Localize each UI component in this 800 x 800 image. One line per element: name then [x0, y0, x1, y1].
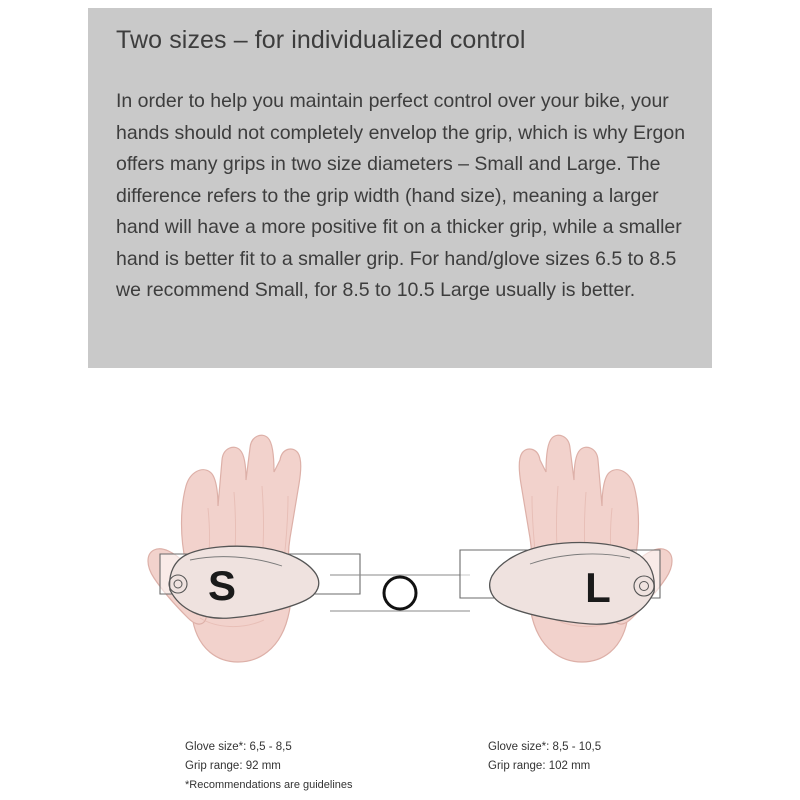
hand-large-group: [400, 368, 690, 708]
caption-small: [185, 738, 292, 776]
caption-footnote: *Recommendations are guidelines: [185, 779, 353, 791]
large-size-label: L: [585, 564, 611, 611]
caption-large: [488, 738, 601, 776]
page-title: Two sizes – for individualized control: [116, 26, 526, 54]
small-size-label: S: [207, 562, 237, 609]
right-hand-illustration: [400, 368, 690, 708]
glove-size-small: Glove size*: 6,5 - 8,5: [185, 741, 292, 753]
left-hand-illustration: [130, 368, 420, 708]
grip-range-small: Grip range: 92 mm: [185, 760, 281, 772]
info-paragraph: In order to help you maintain perfect control over your bike, your hands should not completely envelop the grip, which is why Ergon offers many grips in two size diameters – Small and Large. The difference refers to the grip width (hand size), meaning a larger hand will have a more positive fit on a thicker grip, while a smaller hand is better fit to a smaller grip. For hand/glove sizes 6.5 to 8.5 we recommend Small, for 8.5 to 10.5 Large usually is better.: [116, 90, 686, 301]
glove-size-large: Glove size*: 8,5 - 10,5: [488, 741, 602, 753]
hand-small-group: [130, 368, 420, 708]
grip-range-large: Grip range: 102 mm: [488, 760, 591, 772]
hands-illustration: [0, 368, 800, 800]
info-panel: [88, 8, 712, 368]
